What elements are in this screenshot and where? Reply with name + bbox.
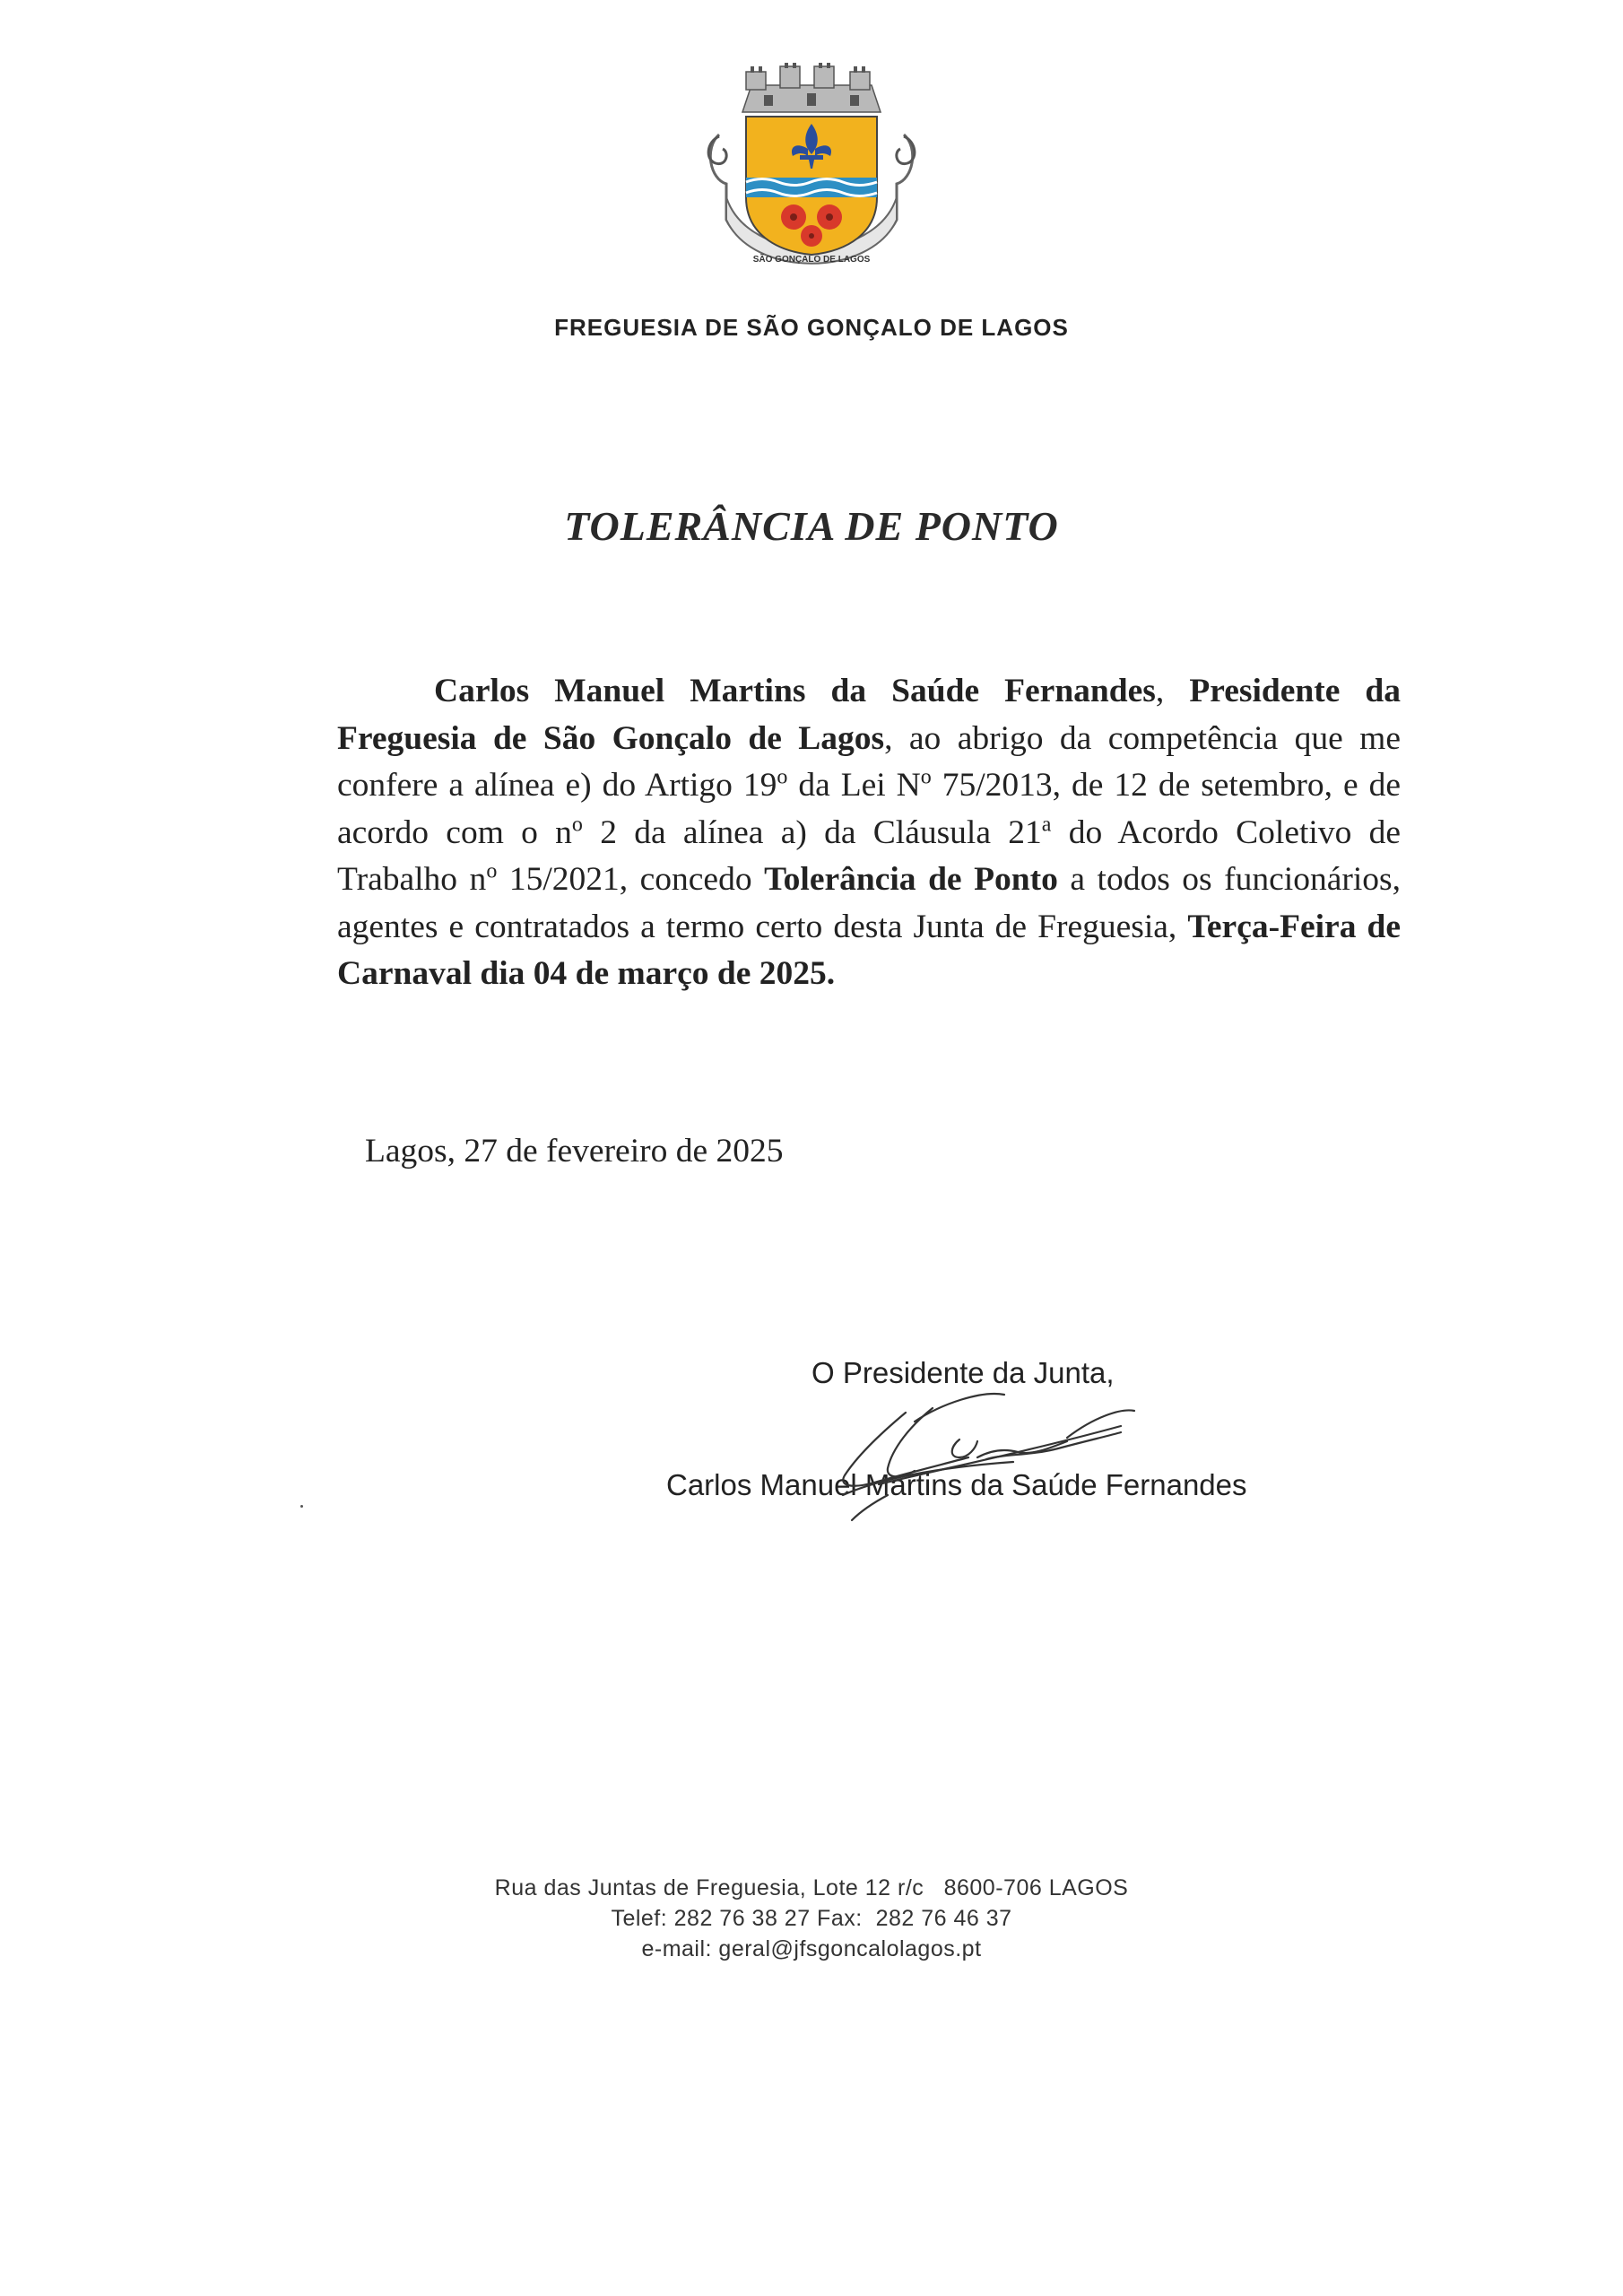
president-role: Presidente da Freguesia de São Gonçalo de Lagos — [337, 673, 1402, 757]
president-name: Carlos Manuel Martins da Saúde Fernandes — [434, 673, 1156, 709]
document-title: TOLERÂNCIA DE PONTO — [564, 503, 1059, 549]
handwritten-signature — [825, 1386, 1157, 1538]
body-paragraph: Carlos Manuel Martins da Saúde Fernandes, Presidente da Freguesia de São Gonçalo de Lagos, ao abrigo da competência que me confere a alínea e) do Artigo 19$^o$ da Lei $N^o$ 75/2013, de 12 de setembro, e de acordo com o $n^o$ 2 da alínea a) da Cláusula 21$^a$ do Acordo Coletivo de Trabalho $n^o$ 15/2021, concedo Tolerância de Ponto a todos os funcionários, agentes e contratados a termo certo desta Junta de Freguesia, Terça-Feira de Carnaval dia 04 de março de 2025. — [337, 673, 1402, 992]
svg-text:SÃO GONÇALO DE LAGOS: SÃO GONÇALO DE LAGOS — [752, 255, 871, 265]
footer-contact — [0, 1873, 1623, 1964]
holiday-date: Terça-Feira de Carnaval dia 04 de março de 2025. — [337, 908, 1402, 992]
footer-phone: Telef: 282 76 38 27 Fax: 282 76 46 37 — [611, 1906, 1012, 1931]
organization-name: FREGUESIA DE SÃO GONÇALO DE LAGOS — [554, 314, 1069, 341]
tolerance-phrase: Tolerância de Ponto — [764, 861, 1058, 898]
footer-address: Rua das Juntas de Freguesia, Lote 12 r/c 8600-706 LAGOS — [494, 1875, 1129, 1900]
scan-speck — [300, 1505, 303, 1508]
place-and-date: Lagos, 27 de fevereiro de 2025 — [365, 1133, 784, 1170]
footer-email: e-mail: geral@jfsgoncalolagos.pt — [641, 1936, 982, 1961]
coat-of-arms-icon — [699, 63, 924, 283]
signature-title: O Presidente da Junta, — [812, 1356, 1115, 1389]
signatory-name: Carlos Manuel Martins da Saúde Fernandes — [666, 1468, 1247, 1501]
